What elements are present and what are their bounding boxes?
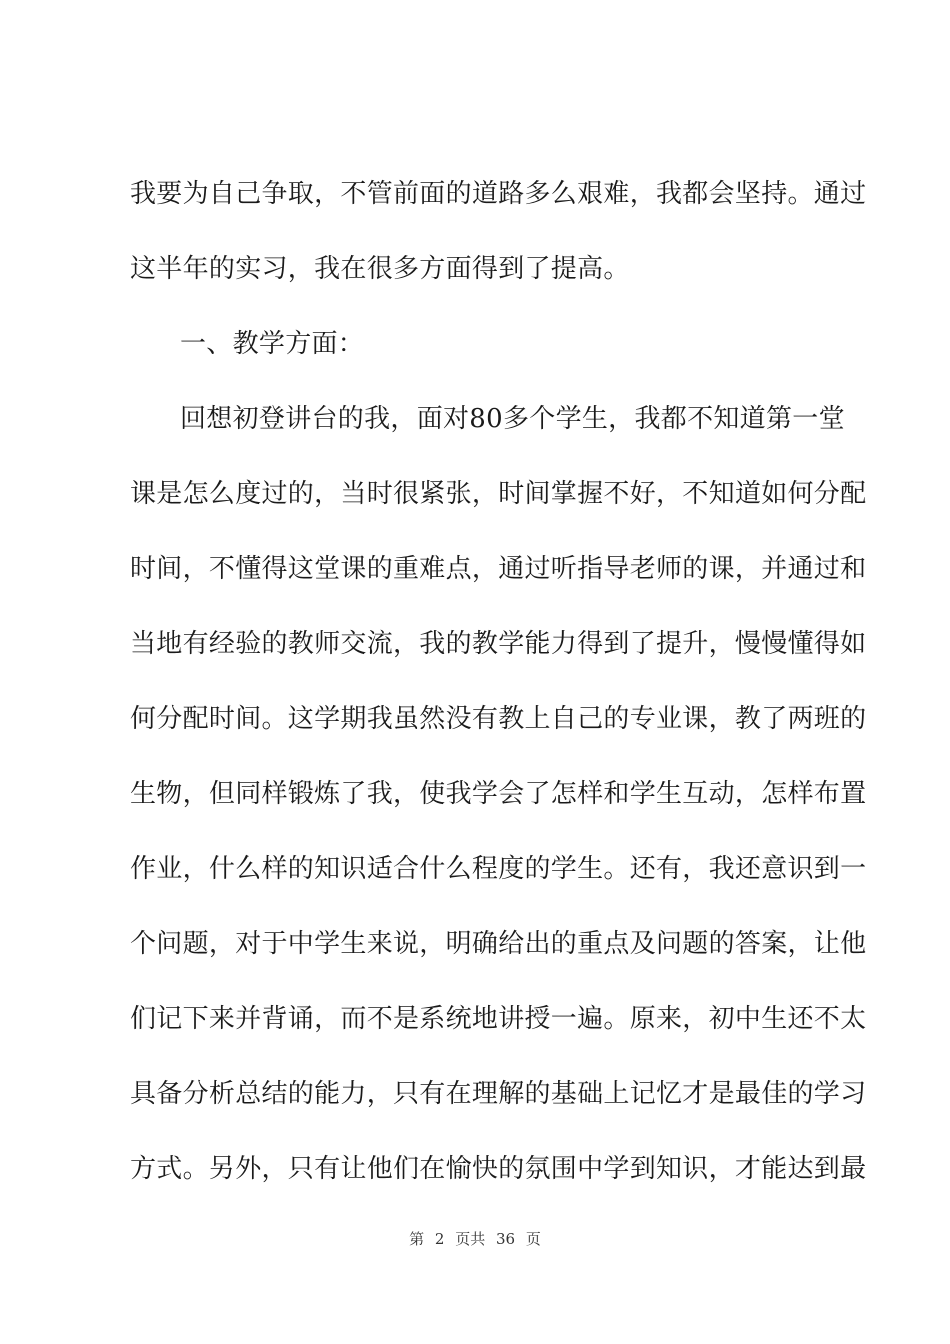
page-footer: 第 2 页共 36 页 <box>409 1230 541 1248</box>
paragraph-line: 我要为自己争取，不管前面的道路多么艰难，我都会坚持。通过 <box>130 179 867 209</box>
paragraph-line: 当地有经验的教师交流，我的教学能力得到了提升，慢慢懂得如 <box>130 629 867 659</box>
paragraph-line: 个问题，对于中学生来说，明确给出的重点及问题的答案，让他 <box>130 929 867 959</box>
paragraph-line: 方式。另外，只有让他们在愉快的氛围中学到知识，才能达到最 <box>130 1154 867 1184</box>
paragraph-line: 作业，什么样的知识适合什么程度的学生。还有，我还意识到一 <box>130 854 867 884</box>
paragraph-line: 这半年的实习，我在很多方面得到了提高。 <box>130 254 630 284</box>
paragraph-line: 课是怎么度过的，当时很紧张，时间掌握不好，不知道如何分配 <box>130 479 867 509</box>
paragraph-line: 们记下来并背诵，而不是系统地讲授一遍。原来，初中生还不太 <box>130 1004 867 1034</box>
paragraph-line: 具备分析总结的能力，只有在理解的基础上记忆才是最佳的学习 <box>130 1079 867 1109</box>
paragraph-line: 何分配时间。这学期我虽然没有教上自己的专业课，教了两班的 <box>130 704 867 734</box>
section-heading: 一、教学方面： <box>180 329 365 359</box>
paragraph-line: 生物，但同样锻炼了我，使我学会了怎样和学生互动，怎样布置 <box>130 779 867 809</box>
paragraph-line: 时间，不懂得这堂课的重难点，通过听指导老师的课，并通过和 <box>130 554 867 584</box>
paragraph-line: 回想初登讲台的我，面对80多个学生，我都不知道第一堂 <box>180 404 845 434</box>
